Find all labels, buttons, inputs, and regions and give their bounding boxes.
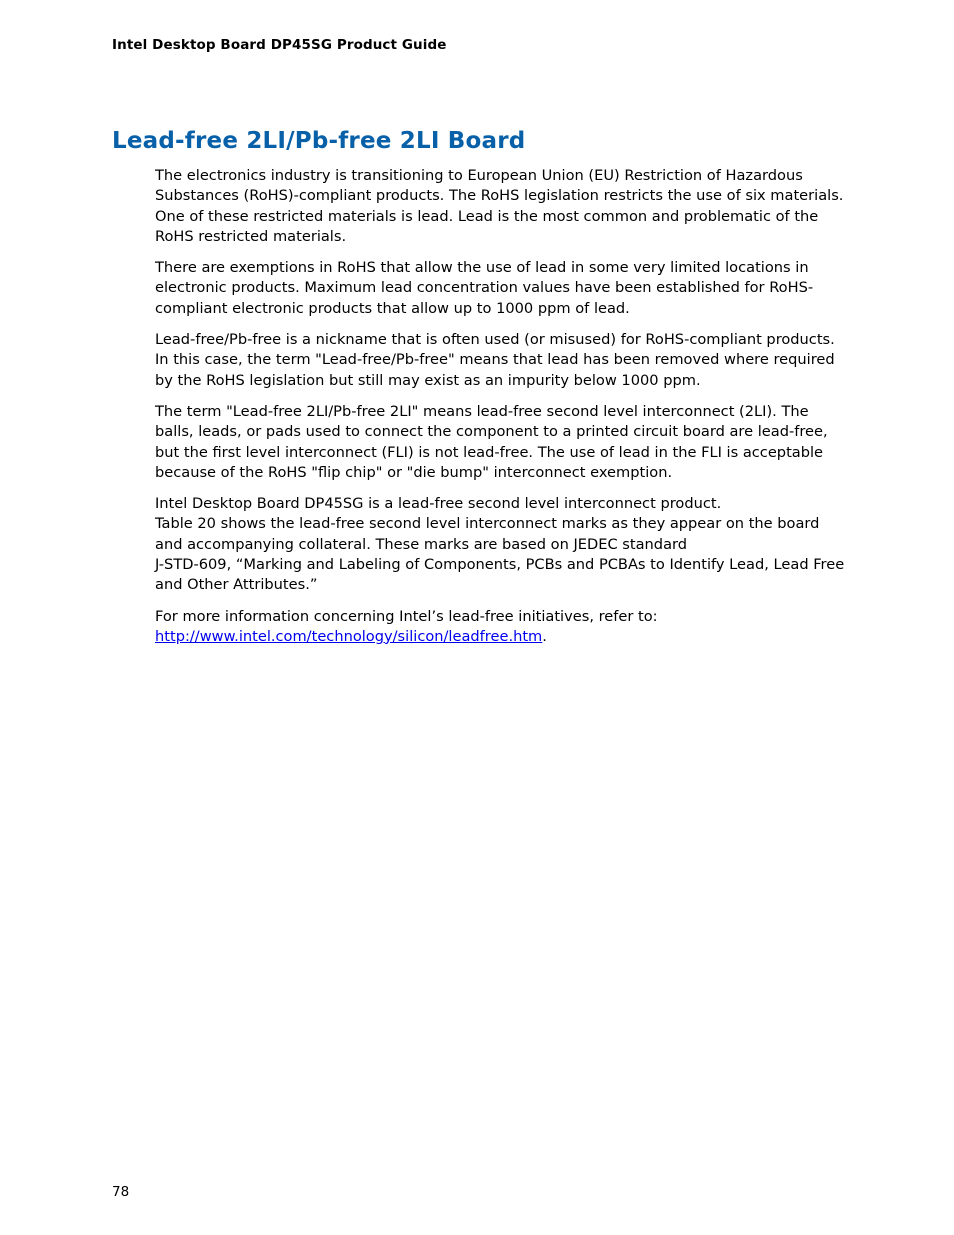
section-title: Lead-free 2LI/Pb-free 2LI Board	[112, 128, 526, 154]
jedec-standard-line: J-STD-609, “Marking and Labeling of Components, PCBs and PCBAs to Identify Lead, Lead Free and Other Attributes.”	[155, 556, 845, 594]
paragraph-board-product	[155, 494, 845, 595]
paragraph-rohs-exemptions: There are exemptions in RoHS that allow the use of lead in some very limited locations in electronic products. Maximum lead concentration values have been established for RoHS-compliant electronic products that allow up to 1000 ppm of lead.	[155, 259, 814, 317]
paragraph-rohs-intro: The electronics industry is transitioning to European Union (EU) Restriction of Hazardous Substances (RoHS)-compliant products. The RoHS legislation restricts the use of six materials. One of these restricted materials is lead. Lead is the most common and problematic of the RoHS restricted materials.	[155, 167, 844, 245]
leadfree-link[interactable]: http://www.intel.com/technology/silicon/leadfree.htm	[155, 627, 543, 645]
paragraph-more-info	[155, 607, 845, 648]
table-reference-line: Table 20 shows the lead-free second level interconnect marks as they appear on the board and accompanying collateral. These marks are based on JEDEC standard	[155, 515, 820, 553]
section-body	[155, 166, 845, 658]
running-header: Intel Desktop Board DP45SG Product Guide	[112, 37, 447, 53]
paragraph-2li-definition: The term "Lead-free 2LI/Pb-free 2LI" means lead-free second level interconnect (2LI). The balls, leads, or pads used to connect the component to a printed circuit board are lead-free, but the first level interconnect (FLI) is not lead-free. The use of lead in the FLI is acceptable because of the RoHS "flip chip" or "die bump" interconnect exemption.	[155, 402, 828, 481]
page-number: 78	[112, 1184, 130, 1200]
link-suffix: .	[542, 627, 547, 645]
more-info-text: For more information concerning Intel’s lead-free initiatives, refer to:	[155, 607, 658, 625]
paragraph-lead-free-nickname: Lead-free/Pb-free is a nickname that is often used (or misused) for RoHS-compliant products. In this case, the term "Lead-free/Pb-free" means that lead has been removed where required by the RoHS legislation but still may exist as an impurity below 1000 ppm.	[155, 331, 835, 389]
board-product-line: Intel Desktop Board DP45SG is a lead-free second level interconnect product.	[155, 495, 722, 513]
